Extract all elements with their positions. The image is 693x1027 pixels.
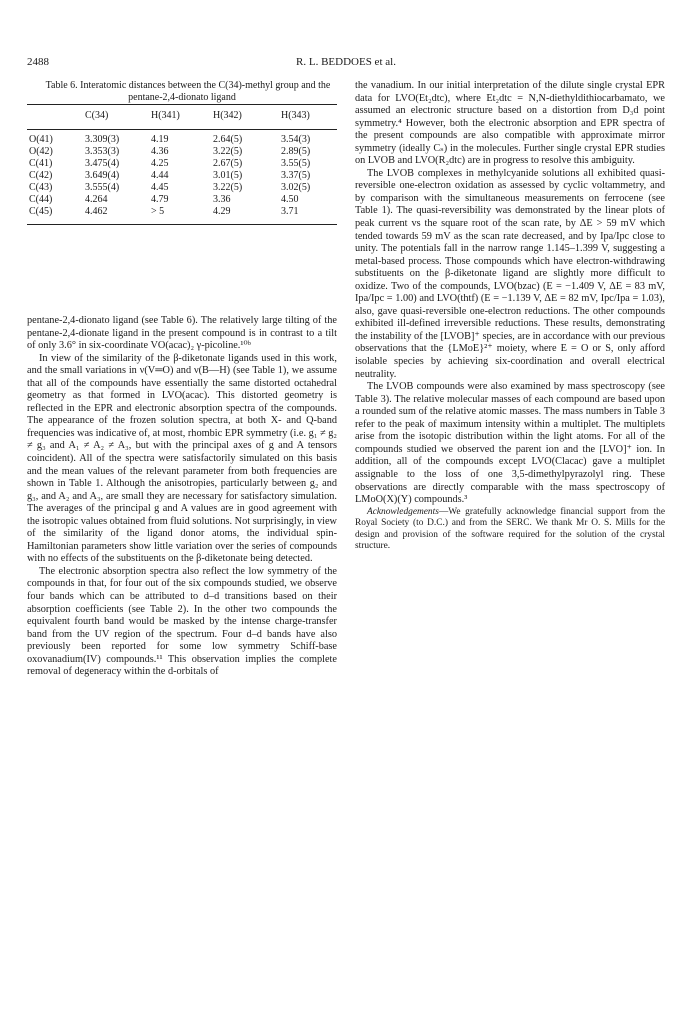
table-cell: 2.89(5) [281,146,311,157]
table-cell: 4.264 [85,194,108,205]
table-cell: 2.64(5) [213,134,243,145]
table-row-atom: O(41) [29,134,53,145]
table-cell: 2.67(5) [213,158,243,169]
table-cell: 3.02(5) [281,182,311,193]
running-title: R. L. BEDDOES et al. [296,56,396,68]
table-header-cell: H(342) [213,110,242,121]
table-cell: 4.29 [213,206,231,217]
table-interatomic-distances [27,104,337,225]
table-cell: 4.25 [151,158,169,169]
table-cell: 3.55(5) [281,158,311,169]
table-row-atom: O(42) [29,146,53,157]
table-row-atom: C(43) [29,182,53,193]
table-cell: 3.01(5) [213,170,243,181]
table-cell: 4.50 [281,194,299,205]
table-cell: 4.19 [151,134,169,145]
body-paragraph: The LVOB complexes in methylcyanide solutions all exhibited quasi-reversible one-electron oxidation as assessed by cyclic voltammetry, and by comparison with the simultaneous measurements on ferrocene (see Table 1). The quasi-reversibility was demonstrated by the linear plots of peak current vs the square root of the scan rate, by ΔE > 59 mV which tended towards 59 mV as the scan rate decreased, and by Ipa/Ipc close to unity. The potentials fall in the narrow range 1.145–1.399 V, suggesting a metal-based process. Those compounds which have electron-withdrawing substituents on the β-diketonate ligand are slightly more difficult to oxidize. Two of the compounds, LVO(bzac) (E = −1.409 V, ΔE = 83 mV, Ipa/Ipc = 1.00) and LVO(thtf) (E = −1.139 V, ΔE = 82 mV, Ipc/Ipa = 1.03), also, gave quasi-reversible one-electron reductions. The other compounds exhibited ill-defined irreversible reductions. These results, demonstrating the instability of the [LVOB]⁺ species, are in accordance with our previous observations that the {LMoE}²⁺ moiety, where E = O or S, only afford isolable species by achieving six-coordination and overall electrical neutrality. [355,167,665,380]
table-cell: 3.37(5) [281,170,311,181]
table-row [27,130,337,147]
table-row [27,206,337,225]
table-cell: 3.309(3) [85,134,120,145]
table-cell: 3.22(5) [213,182,243,193]
table-row-atom: C(45) [29,206,53,217]
table-row-atom: C(42) [29,170,53,181]
table-row [27,170,337,182]
table-cell: 3.649(4) [85,170,120,181]
table-cell: 4.36 [151,146,169,157]
table-row [27,182,337,194]
table-cell: 4.44 [151,170,169,181]
table-cell: 4.45 [151,182,169,193]
table-caption: Table 6. Interatomic distances between the C(34)-methyl group and the pentane-2,4-dionato ligand [45,80,331,103]
table-cell: 3.22(5) [213,146,243,157]
table-cell: 3.71 [281,206,299,217]
table-cell: 3.353(3) [85,146,120,157]
table-cell: 3.36 [213,194,231,205]
body-paragraph: The electronic absorption spectra also reflect the low symmetry of the compounds in that, for four out of the six compounds studied, we observe four bands which can be attributed to d–d transitions based on their absorption coefficients (see Table 2). In the other two compounds the equivalent fourth band would be masked by the intense charge-transfer band from the UV region of the spectrum. Four d–d bands have also previously been reported for some low symmetry Schiff-base oxovanadium(IV) compounds.¹¹ This observation implies the complete removal of degeneracy within the d-orbitals of [27,565,337,678]
page-header [27,56,665,70]
acknowledgements-label: Acknowledgements [367,506,439,517]
acknowledgements-text: —We gratefully acknowledge financial support from the Royal Society (to D.C.) and from the SERC. We thank Mr O. S. Mills for the design and provision of the software required for the solution of the crystal structure. [355,506,665,552]
right-column [355,80,665,553]
acknowledgements [355,507,665,553]
body-paragraph: In view of the similarity of the β-diketonate ligands used in this work, and the small variations in ν(V═O) and ν(B—H) (see Table 1), we assume that all of the compounds have essentially the same distorted octahedral geometry as that formed in LVO(acac). This distorted geometry is reflected in the EPR and electronic absorption spectra of the compounds. The appearance of the frozen solution spectra, at both X- and Q-band frequencies was indicative of, at most, rhombic EPR symmetry (i.e. g₁ ≠ g₂ ≠ g₃ and A₁ ≠ A₂ ≠ A₃, but with the principal axes of g and A tensors coincident). All of the spectra were satisfactorily simulated on this basis and the mean values of the relevant parameter from both frequencies are shown in Table 1. Although the anisotropies, particularly between g₂ and g₃, and A₂ and A₃, are small they are necessary for satisfactory simulation. The averages of the principal g and A values are in good agreement with the isotropic values obtained from fluid solutions. Not surprisingly, in view of the similarity of the ligand donor atoms, the individual spin-Hamiltonian parameters show little variation over the series of compounds with no effects of the substituents on the β-diketonate being detected. [27,352,337,565]
table-cell: 3.555(4) [85,182,120,193]
table-cell: 3.54(3) [281,134,311,145]
left-column [27,80,337,679]
body-paragraph: The LVOB compounds were also examined by mass spectroscopy (see Table 3). The relative molecular masses of each compound are based upon a rounded sum of the relative atomic masses. The mass numbers in Table 3 refer to the peak of maximum intensity within a multiplet. The multiplets arise from the isotopic distribution within the light atoms. For all of the compounds studied we observed the parent ion and the [LVO]⁺ ion. In addition, all of the compounds except LVO(Clacac) gave a multiplet assignable to the loss of one 3,5-dimethylpyrazolyl ring. These observations are directly comparable with the mass spectroscopy of LMoO(X)(Y) compounds.³ [355,381,665,506]
table-cell: > 5 [151,206,165,217]
table-header-cell: C(34) [85,110,109,121]
table-row-atom: C(44) [29,194,53,205]
table-header-cell: H(341) [151,110,180,121]
table-body [27,130,337,225]
table-cell: 4.462 [85,206,108,217]
body-paragraph: the vanadium. In our initial interpretation of the dilute single crystal EPR data for LVO(Et₂dtc), where Et₂dtc = N,N-diethyldithiocarbamato, we assumed an electronic structure based on a distortion from D₃d point symmetry.⁴ However, both the electronic absorption and EPR spectra of the present compounds are also compatible with approximate mirror symmetry (ideally Cₛ) in the molecules. Further single crystal EPR studies on LVOB and LVO(R₂dtc) are in progress to resolve this ambiguity. [355,80,665,167]
page-number: 2488 [27,56,49,68]
table-cell: 3.475(4) [85,158,120,169]
table-cell: 4.79 [151,194,169,205]
table-row-atom: C(41) [29,158,53,169]
table-header-cell [27,105,83,130]
table-row [27,146,337,158]
table-header-cell: H(343) [281,110,310,121]
table-row [27,194,337,206]
body-paragraph: pentane-2,4-dionato ligand (see Table 6). The relatively large tilting of the pentane-2,4-dionate ligand in the present compound is in contrast to a tilt of only 3.6° in six-coordinate VO(acac)₂ γ-picoline.¹⁰ᵇ [27,315,337,352]
table-header-row [27,105,337,130]
table-row [27,158,337,170]
